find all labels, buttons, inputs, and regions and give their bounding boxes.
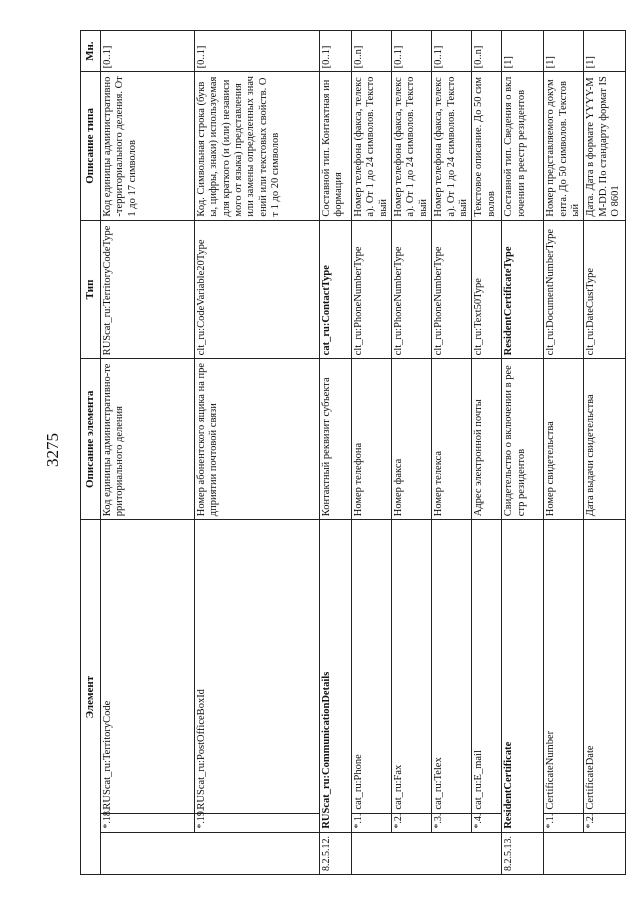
row-mult: [0..1] — [319, 31, 351, 72]
row-element: ResidentCertificate — [502, 520, 544, 832]
row-subnumber: *.2. — [584, 813, 626, 832]
row-number — [472, 832, 502, 874]
row-element-desc: Код единицы административно-территориального деления — [100, 359, 194, 520]
row-type-desc: Составной тип. Сведения о включении в реестр резидентов — [502, 72, 544, 220]
row-subnumber: *.1. — [351, 813, 391, 832]
row-element: RUScat_ru:PostOfficeBoxId — [194, 520, 319, 813]
row-element-desc: Адрес электронной почты — [472, 359, 502, 520]
row-number — [194, 832, 319, 874]
table-row — [392, 31, 432, 875]
table-row — [472, 31, 502, 875]
header-type: Тип — [81, 220, 101, 359]
page-number: 3275 — [43, 433, 62, 467]
row-type-desc: Код единицы административно-территориального деления. От 1 до 17 символов — [100, 72, 194, 220]
row-element: cat_ru:Telex — [432, 520, 472, 813]
header-element: Элемент — [81, 520, 101, 875]
row-element-desc: Контактный реквизит субъекта — [319, 359, 351, 520]
row-element: CertificateDate — [584, 520, 626, 813]
row-subnumber: *.3. — [432, 813, 472, 832]
row-type: RUScat_ru:TerritoryCodeType — [100, 220, 194, 359]
row-number — [100, 832, 194, 874]
row-type-desc: Составной тип. Контактная информация — [319, 72, 351, 220]
row-element: CertificateNumber — [544, 520, 584, 813]
row-type: clt_ru:PhoneNumberType — [392, 220, 432, 359]
row-mult: [1] — [502, 31, 544, 72]
row-type-desc: Дата. Дата в формате YYYY-MM-DD. По стандарту формат ISO 8601 — [584, 72, 626, 220]
row-subnumber: *.19. — [194, 813, 319, 832]
row-mult: [1] — [544, 31, 584, 72]
row-type-desc: Текстовое описание. До 50 символов — [472, 72, 502, 220]
row-number — [544, 832, 584, 874]
row-element-desc: Номер факса — [392, 359, 432, 520]
row-type: clt_ru:PhoneNumberType — [432, 220, 472, 359]
row-subnumber: *.1. — [544, 813, 584, 832]
rotated-table-container — [80, 30, 620, 875]
table-row — [502, 31, 544, 875]
row-element: RUScat_ru:CommunicationDetails — [319, 520, 351, 832]
row-type-desc: Код. Символьная строка (буквы, цифры, знаки) используемая для краткого (и (или) независимого от языка) представления или замены определенных значений или текстовых свойств. От 1 до 20 символов — [194, 72, 319, 220]
row-element-desc: Номер телекса — [432, 359, 472, 520]
row-type-desc: Номер телефона (факса, телекса). От 1 до 24 символов. Текстовый — [432, 72, 472, 220]
row-type-desc: Номер телефона (факса, телекса). От 1 до 24 символов. Текстовый — [351, 72, 391, 220]
row-type: clt_ru:PhoneNumberType — [351, 220, 391, 359]
row-number: 8.2.5.13. — [502, 832, 544, 874]
row-element-desc: Свидетельство о включении в реестр резидентов — [502, 359, 544, 520]
row-element-desc: Дата выдачи свидетельства — [584, 359, 626, 520]
row-mult: [0..1] — [100, 31, 194, 72]
row-subnumber: *.18. — [100, 813, 194, 832]
table-row — [432, 31, 472, 875]
row-mult: [0..1] — [194, 31, 319, 72]
header-element-desc: Описание элемента — [81, 359, 101, 520]
row-mult: [0..1] — [392, 31, 432, 72]
table-header-row — [81, 31, 101, 875]
table-row — [544, 31, 584, 875]
row-subnumber: *.2. — [392, 813, 432, 832]
row-type-desc: Номер представляемого документа. До 50 символов. Текстовый — [544, 72, 584, 220]
row-number — [584, 832, 626, 874]
row-type: clt_ru:Text50Type — [472, 220, 502, 359]
row-type: clt_ru:DocumentNumberType — [544, 220, 584, 359]
row-element: RUScat_ru:TerritoryCode — [100, 520, 194, 813]
row-mult: [0..n] — [472, 31, 502, 72]
table-row — [584, 31, 626, 875]
row-mult: [0..n] — [351, 31, 391, 72]
row-number — [392, 832, 432, 874]
table-row — [351, 31, 391, 875]
row-element-desc: Номер абонентского ящика на предприятии почтовой связи — [194, 359, 319, 520]
table-row — [319, 31, 351, 875]
row-type: ResidentCertificateType — [502, 220, 544, 359]
spec-table — [80, 30, 626, 875]
row-element: cat_ru:E_mail — [472, 520, 502, 813]
row-type: clt_ru:DateCustType — [584, 220, 626, 359]
row-type-desc: Номер телефона (факса, телекса). От 1 до 24 символов. Текстовый — [392, 72, 432, 220]
row-element: cat_ru:Phone — [351, 520, 391, 813]
header-mult: Мн. — [81, 31, 101, 72]
row-mult: [1] — [584, 31, 626, 72]
row-number — [351, 832, 391, 874]
row-element: cat_ru:Fax — [392, 520, 432, 813]
row-number — [432, 832, 472, 874]
table-row — [100, 31, 194, 875]
row-mult: [0..1] — [432, 31, 472, 72]
row-number: 8.2.5.12. — [319, 832, 351, 874]
header-type-desc: Описание типа — [81, 72, 101, 220]
row-subnumber: *.4. — [472, 813, 502, 832]
table-row — [194, 31, 319, 875]
row-type: cat_ru:ContactType — [319, 220, 351, 359]
row-element-desc: Номер телефона — [351, 359, 391, 520]
row-element-desc: Номер свидетельства — [544, 359, 584, 520]
row-type: clt_ru:CodeVariable20Type — [194, 220, 319, 359]
